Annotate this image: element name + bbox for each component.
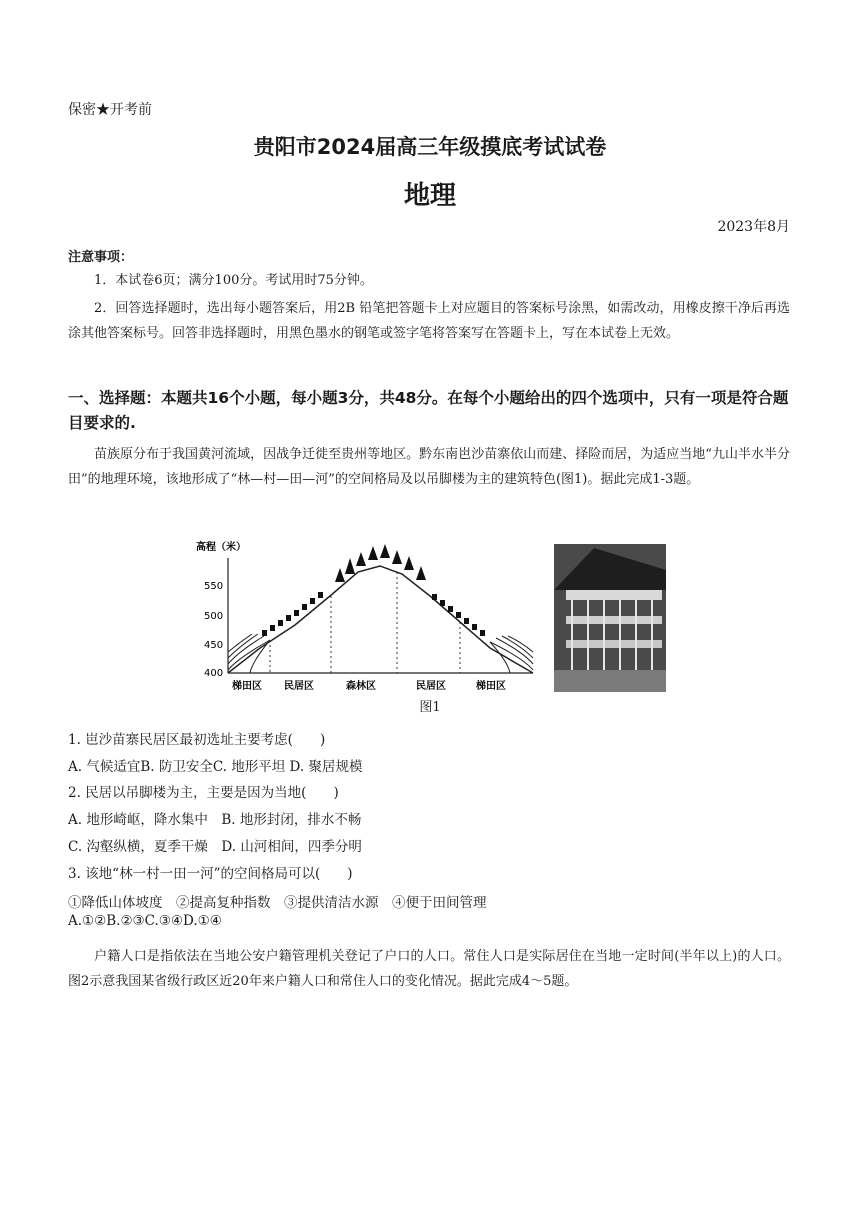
houses-left bbox=[262, 592, 323, 636]
figure-1 bbox=[190, 530, 670, 700]
notice-heading: 注意事项： bbox=[68, 250, 134, 265]
notice-item-1-text: 1．本试卷6页；满分100分。考试用时75分钟。 bbox=[94, 273, 373, 288]
passage-1 bbox=[68, 442, 790, 492]
question-2-stem: 2. 民居以吊脚楼为主，主要是因为当地( ) bbox=[68, 785, 339, 801]
y-tick-450: 450 bbox=[204, 640, 224, 651]
question-1-options: A. 气候适宜B. 防卫安全C. 地形平坦 D. 聚居规模 bbox=[68, 759, 363, 775]
question-2-options-ab: A. 地形崎岖，降水集中 B. 地形封闭，排水不畅 bbox=[68, 812, 362, 828]
zone-label-terrace-left: 梯田区 bbox=[232, 681, 262, 692]
question-2-options-cd: C. 沟壑纵横，夏季干燥 D. 山河相间，四季分明 bbox=[68, 839, 362, 855]
question-1-stem: 1. 岜沙苗寨民居区最初选址主要考虑( ) bbox=[68, 732, 326, 748]
y-tick-500: 500 bbox=[204, 611, 224, 622]
question-3-choices: ①降低山体坡度 ②提高复种指数 ③提供清洁水源 ④便于田间管理 bbox=[68, 895, 487, 911]
y-tick-400: 400 bbox=[204, 668, 224, 679]
exam-title: 贵阳市2024届高三年级摸底考试试卷 bbox=[253, 135, 607, 159]
zone-label-residence-right: 民居区 bbox=[416, 681, 446, 692]
y-axis-label: 高程（米） bbox=[196, 542, 246, 553]
section-heading: 一、选择题：本题共16个小题，每小题3分，共48分。在每个小题给出的四个选项中，只有一项是符合题目要求的. bbox=[68, 389, 789, 432]
zone-label-terrace-right: 梯田区 bbox=[476, 681, 506, 692]
terrace-right bbox=[490, 636, 533, 673]
confidential-label: 保密★开考前 bbox=[68, 102, 152, 118]
exam-date: 2023年8月 bbox=[717, 219, 790, 235]
zone-label-forest: 森林区 bbox=[346, 681, 376, 692]
notice-item-1 bbox=[68, 268, 790, 293]
stilt-house-photo bbox=[554, 544, 666, 692]
zone-label-residence-left: 民居区 bbox=[284, 681, 314, 692]
passage-2-text: 户籍人口是指依法在当地公安户籍管理机关登记了户口的人口。常住人口是实际居住在当地一定时间(半年以上)的人口。图2示意我国某省级行政区近20年来户籍人口和常住人口的变化情况。据此完成4～5题。 bbox=[68, 949, 790, 989]
passage-2 bbox=[68, 944, 790, 994]
forest-trees bbox=[335, 544, 426, 582]
question-3-stem: 3. 该地“林一村一田一河”的空间格局可以( ) bbox=[68, 866, 353, 882]
y-tick-550: 550 bbox=[204, 581, 224, 592]
figure-1-caption: 图1 bbox=[419, 700, 441, 715]
houses-right bbox=[432, 594, 485, 636]
mountain-profile bbox=[228, 566, 533, 673]
notice-item-2-text: 2．回答选择题时，选出每小题答案后，用2B 铅笔把答题卡上对应题目的答案标号涂黑，如需改动，用橡皮擦干净后再选涂其他答案标号。回答非选择题时，用黑色墨水的钢笔或签字笔将答案写在答题卡上，写在本试卷上无效。 bbox=[68, 301, 790, 341]
subject-title: 地理 bbox=[403, 181, 456, 211]
passage-1-text: 苗族原分布于我国黄河流域，因战争迁徙至贵州等地区。黔东南岜沙苗寨依山而建、择险而居，为适应当地“九山半水半分田”的地理环境，该地形成了“林—村—田—河”的空间格局及以吊脚楼为主的建筑特色(图1)。据此完成1-3题。 bbox=[68, 447, 790, 487]
question-3-options: A.①②B.②③C.③④D.①④ bbox=[68, 913, 222, 929]
notice-item-2 bbox=[68, 296, 790, 346]
